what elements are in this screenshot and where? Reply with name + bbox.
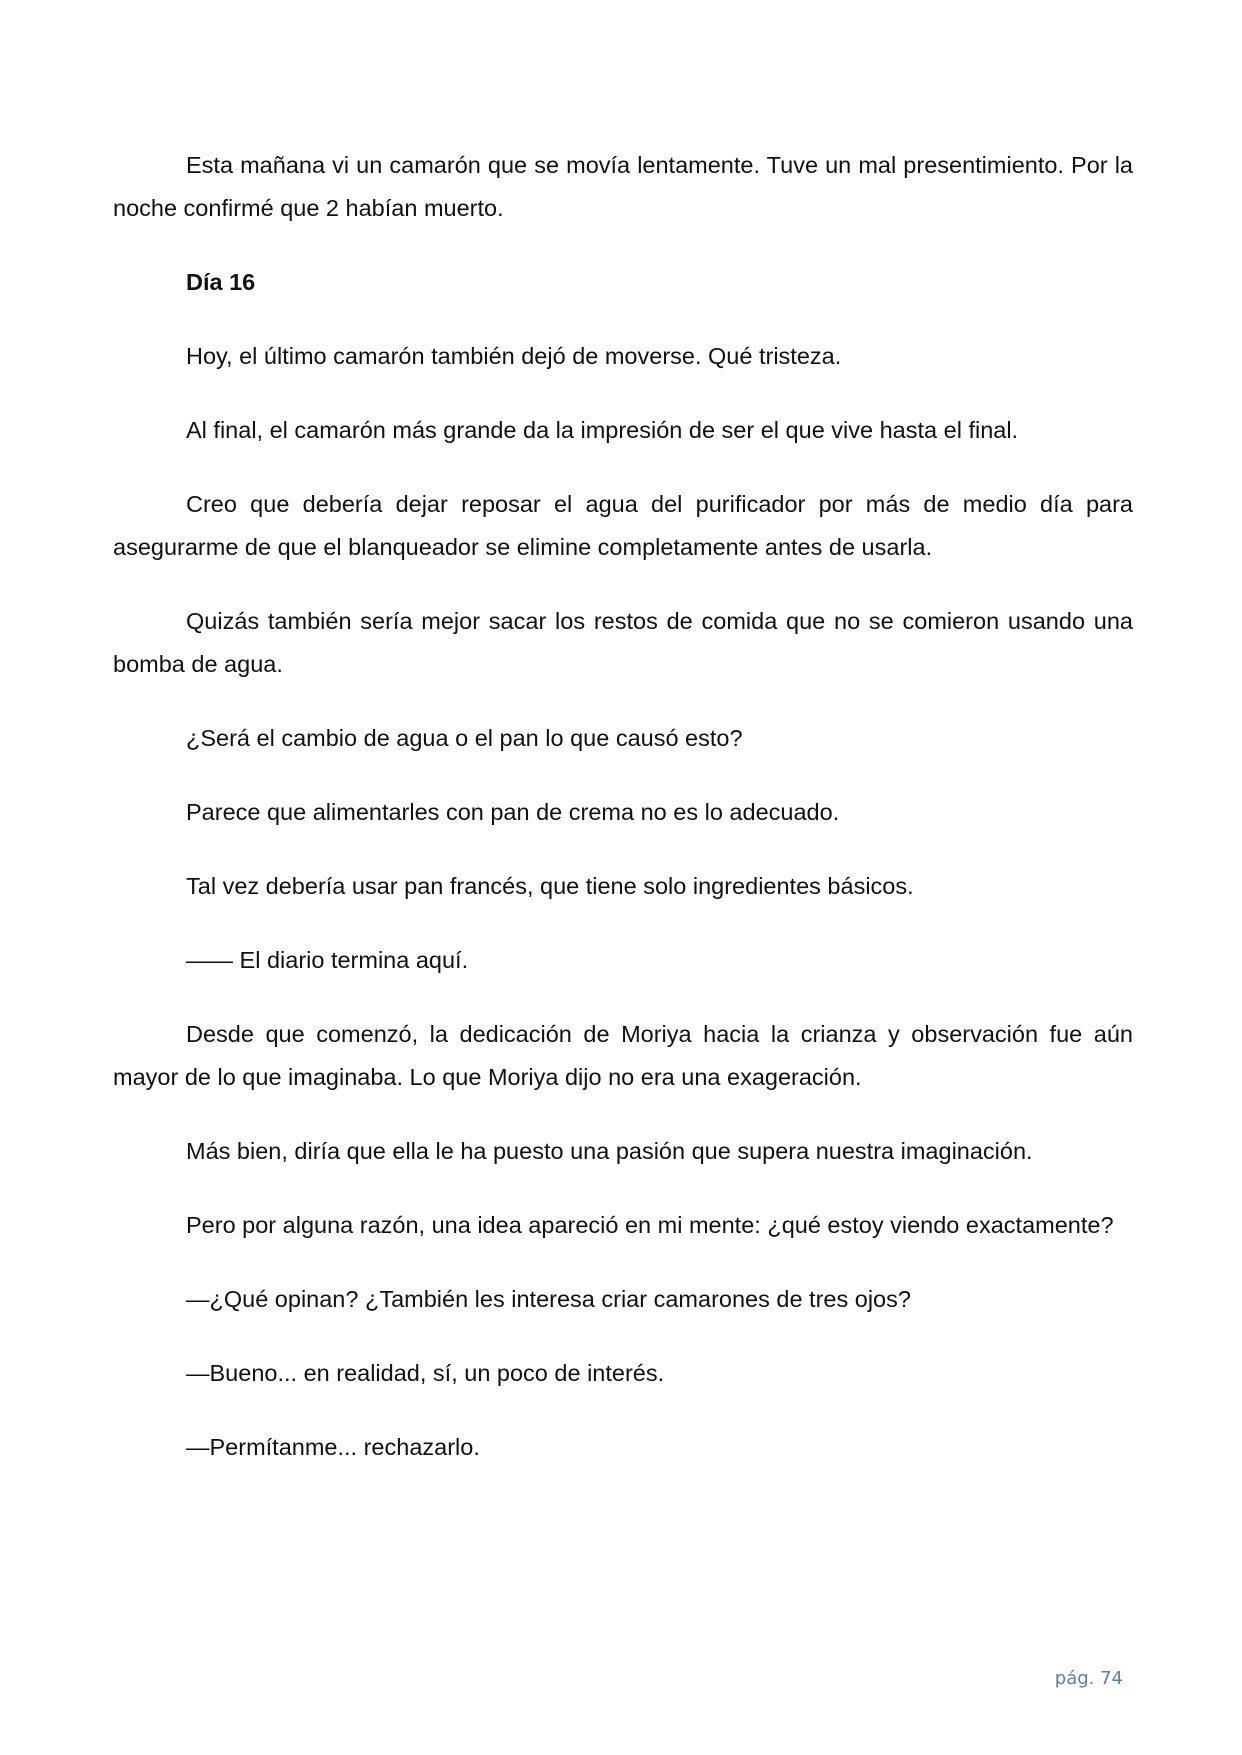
paragraph: Parece que alimentarles con pan de crema no es lo adecuado. [186,799,840,825]
paragraph: Más bien, diría que ella le ha puesto una pasión que supera nuestra imaginación. [186,1138,1033,1164]
paragraph: Desde que comenzó, la dedicación de Moriya hacia la crianza y observación fue aún mayor de lo que imaginaba. Lo que Moriya dijo no era una exageración. [113,1021,1133,1090]
dialogue-line: —¿Qué opinan? ¿También les interesa criar camarones de tres ojos? [186,1286,911,1312]
paragraph: Creo que debería dejar reposar el agua del purificador por más de medio día para asegurarme de que el blanqueador se elimine completamente antes de usarla. [113,491,1133,560]
paragraph: Esta mañana vi un camarón que se movía lentamente. Tuve un mal presentimiento. Por la noche confirmé que 2 habían muerto. [113,152,1133,221]
paragraph: —— El diario termina aquí. [186,947,469,973]
section-heading: Día 16 [186,269,256,295]
paragraph: Hoy, el último camarón también dejó de moverse. Qué tristeza. [186,343,842,369]
dialogue-line: —Bueno... en realidad, sí, un poco de interés. [186,1360,665,1386]
paragraph: Tal vez debería usar pan francés, que tiene solo ingredientes básicos. [186,873,914,899]
dialogue-line: —Permítanme... rechazarlo. [186,1434,480,1460]
page-number: pág. 74 [1054,1668,1123,1689]
paragraph: Quizás también sería mejor sacar los restos de comida que no se comieron usando una bomba de agua. [113,608,1133,677]
paragraph: Pero por alguna razón, una idea apareció en mi mente: ¿qué estoy viendo exactamente? [186,1212,1114,1238]
body-text [113,144,1133,1500]
paragraph: ¿Será el cambio de agua o el pan lo que causó esto? [186,725,743,751]
paragraph: Al final, el camarón más grande da la impresión de ser el que vive hasta el final. [186,417,1019,443]
